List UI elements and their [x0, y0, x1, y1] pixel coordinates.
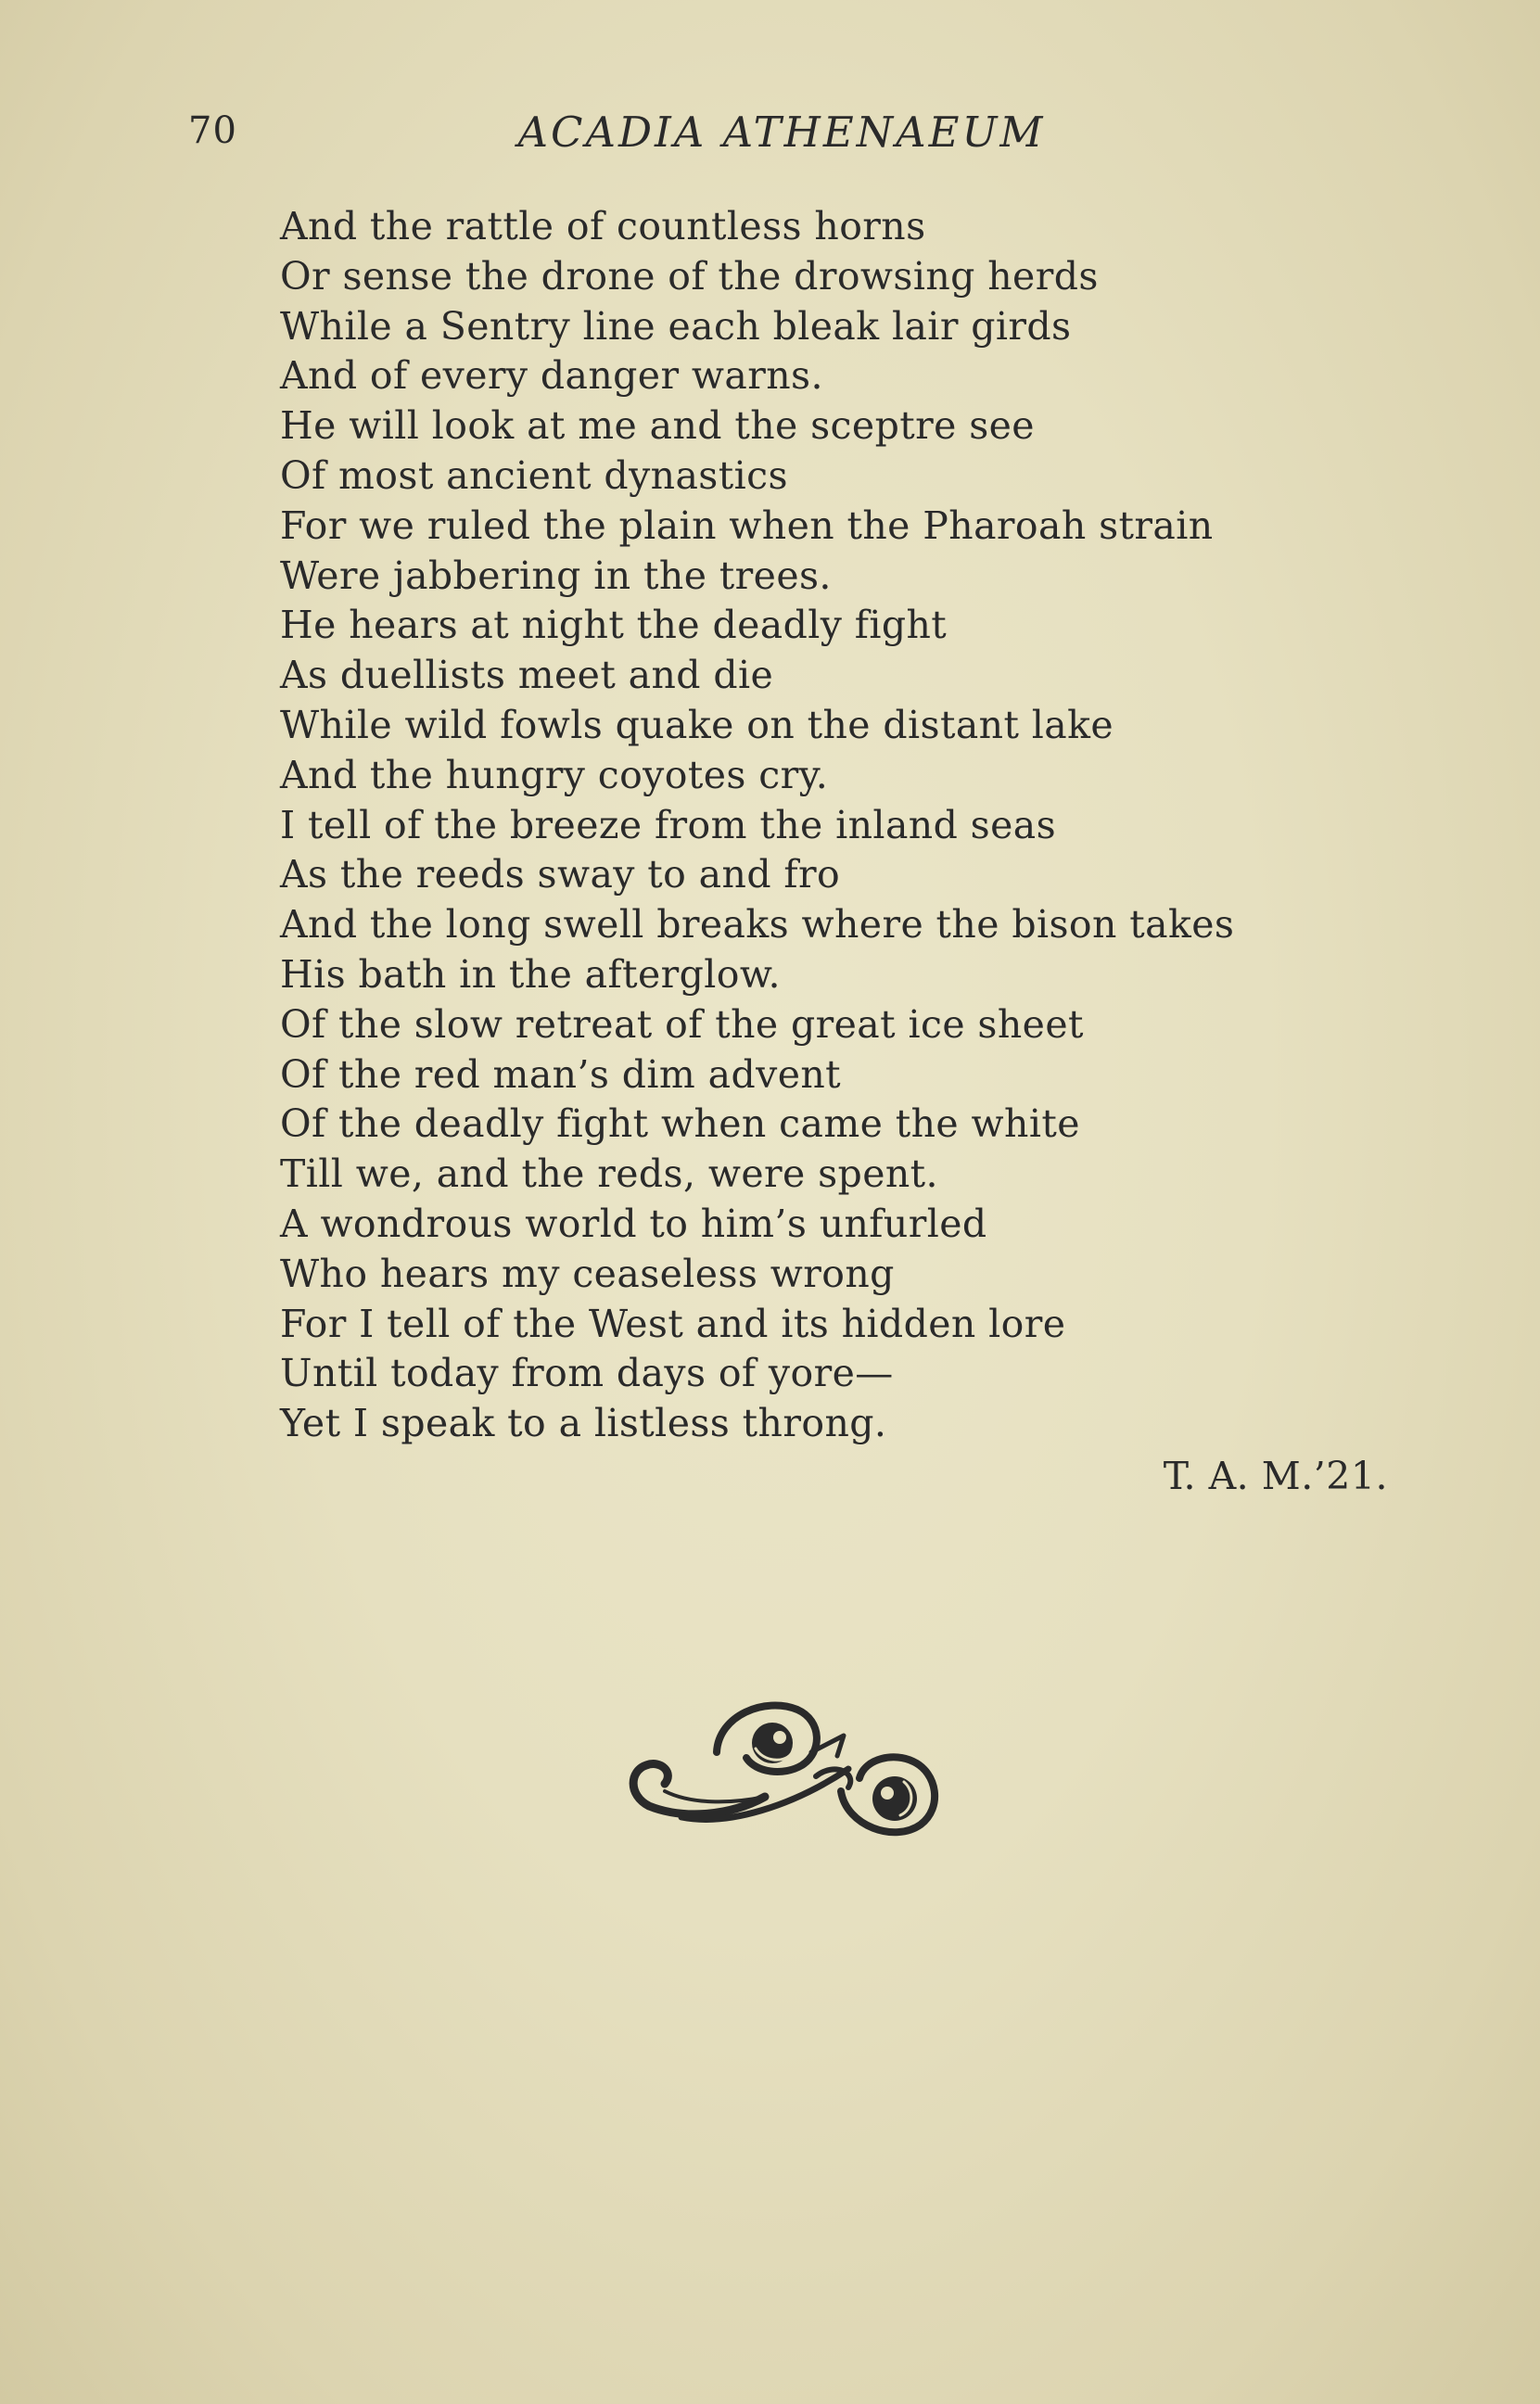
poem-line: And the rattle of countless horns — [280, 204, 926, 248]
poem-line: And of every danger warns. — [280, 353, 823, 399]
poem-line: Who hears my ceaseless wrong — [280, 1251, 895, 1296]
poem-line: He will look at me and the sceptre see — [280, 403, 1035, 449]
poem-line: A wondrous world to him’s unfurled — [280, 1201, 987, 1246]
poem-line: He hears at night the deadly fight — [280, 603, 948, 648]
author-signature: T. A. M.’21. — [1163, 1454, 1388, 1498]
poem-line: For we ruled the plain when the Pharoah strain — [280, 502, 1214, 548]
poem-line: For I tell of the West and its hidden lore — [280, 1301, 1066, 1346]
poem — [280, 202, 1234, 1449]
poem-line: Or sense the drone of the drowsing herds — [280, 253, 1099, 299]
poem-line: While wild fowls quake on the distant lake — [280, 702, 1114, 747]
poem-line: I tell of the breeze from the inland seas — [280, 802, 1057, 847]
poem-line: Were jabbering in the trees. — [280, 553, 832, 598]
poem-line: His bath in the afterglow. — [280, 951, 781, 997]
poem-line: Of the deadly fight when came the white — [280, 1101, 1080, 1147]
poem-line: And the hungry coyotes cry. — [280, 752, 829, 797]
poem-line: And the long swell breaks where the bison takes — [280, 902, 1235, 948]
poem-line: Yet I speak to a listless throng. — [280, 1401, 887, 1446]
poem-line: Until today from days of yore— — [280, 1351, 894, 1396]
poem-line: As duellists meet and die — [280, 653, 774, 698]
poem-line: While a Sentry line each bleak lair girds — [280, 303, 1072, 349]
poem-line: Of the red man’s dim advent — [280, 1051, 842, 1097]
poem-line: Till we, and the reds, were spent. — [280, 1151, 938, 1197]
running-head: ACADIA ATHENAEUM — [517, 108, 1046, 157]
page-number: 70 — [188, 109, 237, 152]
poem-line: Of the slow retreat of the great ice sheet — [280, 1001, 1084, 1047]
scroll-flourish-ornament — [626, 1687, 950, 1854]
poem-line: Of most ancient dynastics — [280, 452, 788, 498]
poem-line: As the reeds sway to and fro — [280, 852, 841, 897]
